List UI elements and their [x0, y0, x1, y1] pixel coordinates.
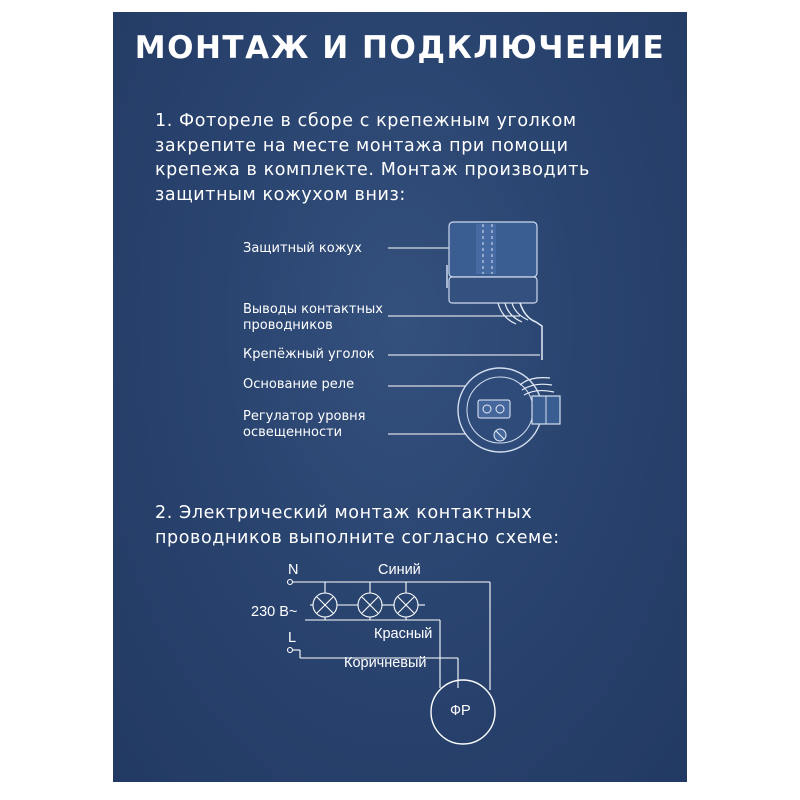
label-cover: Защитный кожух — [243, 241, 362, 256]
label-blue-wire: Синий — [378, 562, 421, 578]
label-l: L — [288, 630, 297, 646]
step-1-line: закрепите на месте монтажа при помощи — [155, 135, 569, 156]
step-2-line: проводников выполните согласно схеме: — [155, 527, 560, 548]
label-base: Основание реле — [243, 377, 355, 392]
terminal-n — [288, 580, 293, 585]
label-bracket: Крепёжный уголок — [243, 347, 375, 362]
label-n: N — [288, 562, 299, 578]
page-title: МОНТАЖ И ПОДКЛЮЧЕНИЕ — [134, 30, 666, 66]
step-1-line: защитным кожухом вниз: — [155, 184, 406, 205]
step-2-line: 2. Электрический монтаж контактных — [155, 503, 533, 523]
step-1-line: крепежа в комплекте. Монтаж производить — [155, 160, 590, 180]
label-regulator: Регулатор уровня освещенности — [243, 409, 366, 440]
relay-bottom-view — [458, 368, 560, 452]
label-photo-relay: ФР — [450, 703, 471, 719]
label-brown-wire: Коричневый — [344, 655, 427, 671]
step-1-line: 1. Фотореле в сборе с крепежным уголком — [155, 111, 577, 131]
relay-side-view — [447, 222, 542, 360]
label-voltage: 230 В~ — [251, 604, 298, 620]
label-wires: Выводы контактных проводников — [243, 302, 383, 333]
terminal-l — [288, 648, 293, 653]
label-red-wire: Красный — [374, 626, 433, 642]
